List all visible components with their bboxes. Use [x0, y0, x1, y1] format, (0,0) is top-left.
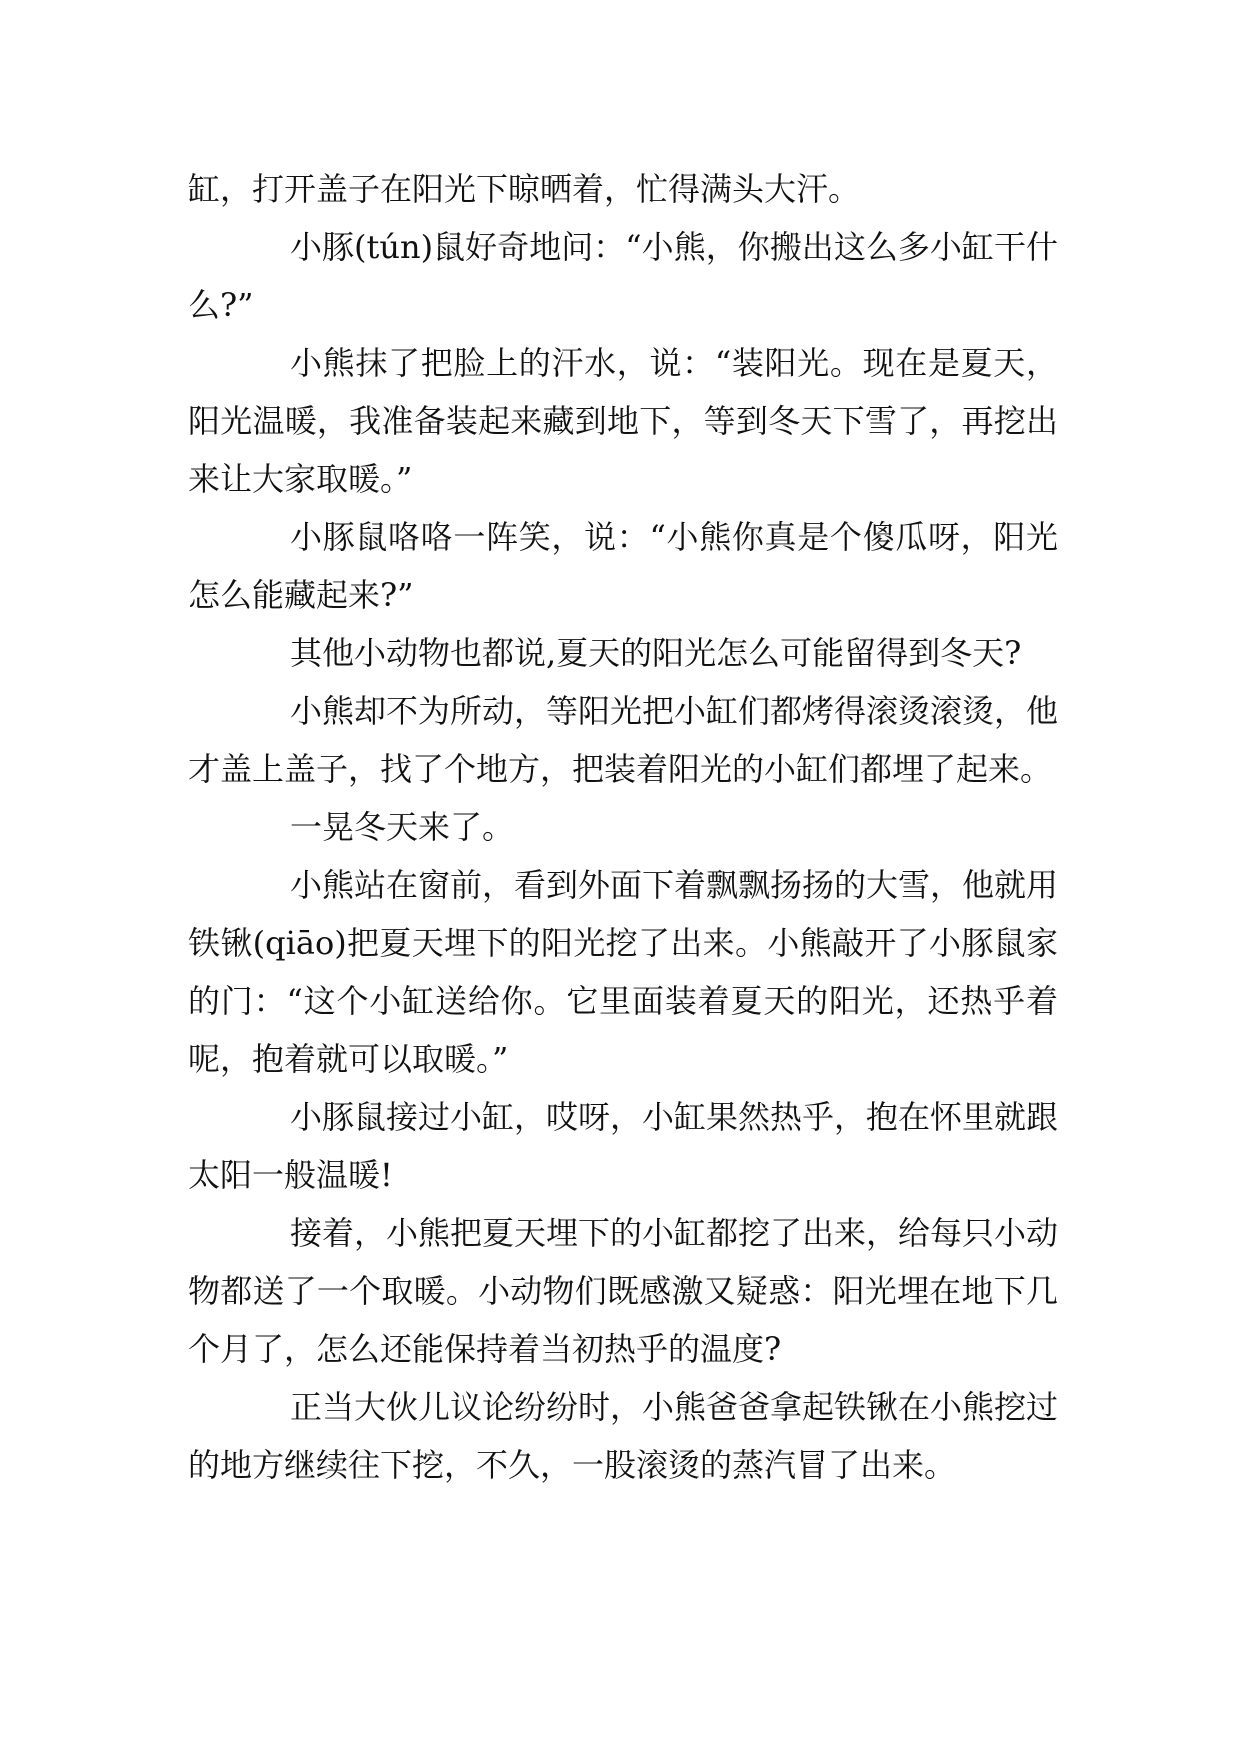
paragraph-1: 缸，打开盖子在阳光下晾晒着，忙得满头大汗。 — [188, 170, 861, 208]
paragraph-10: 接着，小熊把夏天埋下的小缸都挖了出来，给每只小动物都送了一个取暖。小动物们既感激又疑惑：阳光埋在地下几个月了，怎么还能保持着当初热乎的温度? — [188, 1214, 1059, 1368]
paragraph-5: 其他小动物也都说,夏天的阳光怎么可能留得到冬天? — [290, 634, 1022, 672]
paragraph-8: 小熊站在窗前，看到外面下着飘飘扬扬的大雪，他就用铁锹(qiāo)把夏天埋下的阳光挖了出来。小熊敲开了小豚鼠家的门：“这个小缸送给你。它里面装着夏天的阳光，还热乎着呢，抱着就可以取暖。” — [188, 866, 1059, 1078]
story-text — [188, 160, 1058, 1494]
paragraph-7: 一晃冬天来了。 — [290, 808, 515, 846]
paragraph-9: 小豚鼠接过小缸，哎呀，小缸果然热乎，抱在怀里就跟太阳一般温暖! — [188, 1098, 1059, 1194]
paragraph-2: 小豚(tún)鼠好奇地问：“小熊，你搬出这么多小缸干什么?” — [188, 228, 1058, 324]
paragraph-11: 正当大伙儿议论纷纷时，小熊爸爸拿起铁锹在小熊挖过的地方继续往下挖，不久，一股滚烫的蒸汽冒了出来。 — [188, 1388, 1059, 1484]
paragraph-6: 小熊却不为所动，等阳光把小缸们都烤得滚烫滚烫，他才盖上盖子，找了个地方，把装着阳光的小缸们都埋了起来。 — [188, 692, 1059, 788]
paragraph-3: 小熊抹了把脸上的汗水，说：“装阳光。现在是夏天，阳光温暖，我准备装起来藏到地下，等到冬天下雪了，再挖出来让大家取暖。” — [188, 344, 1058, 498]
paragraph-4: 小豚鼠咯咯一阵笑，说：“小熊你真是个傻瓜呀，阳光怎么能藏起来?” — [188, 518, 1058, 614]
